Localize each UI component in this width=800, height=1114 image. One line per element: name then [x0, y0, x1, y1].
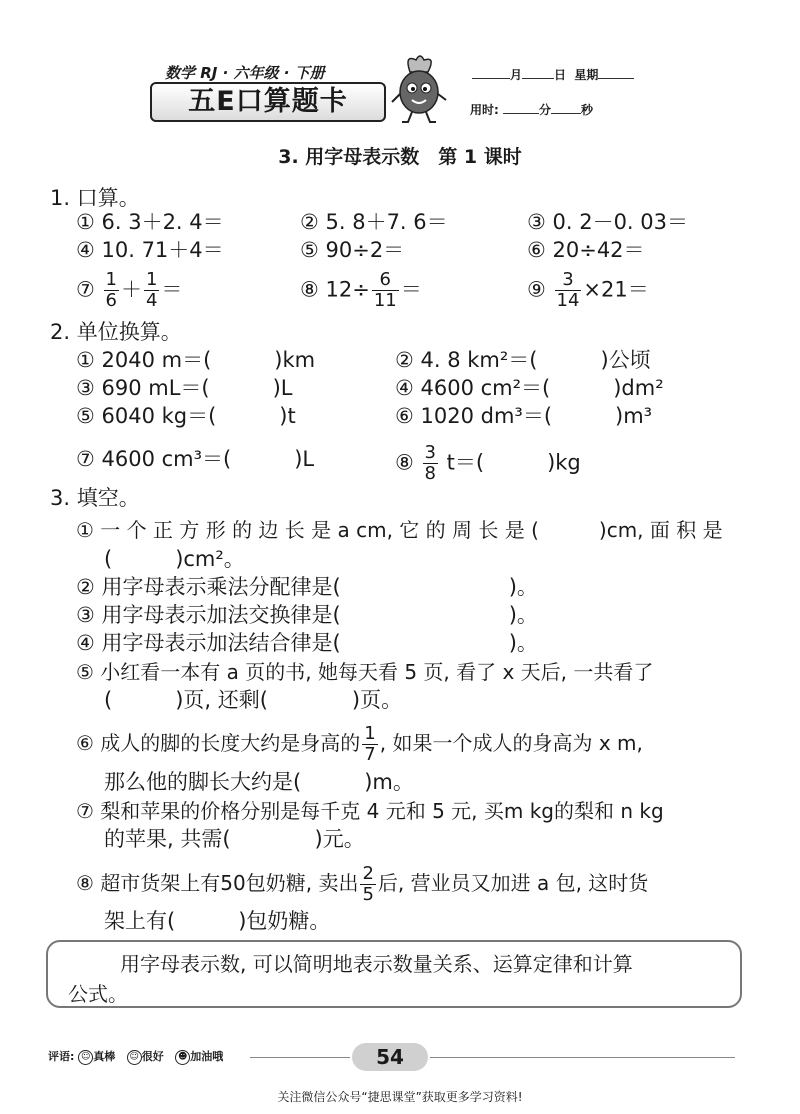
rating-great[interactable]: 真棒	[93, 1050, 116, 1063]
fill-item-6: ⑥ 成人的脚的长度大约是身高的 $\frac{1}{7}$ , 如果一个成人的身高为 x m,	[76, 723, 643, 765]
conversion-item: ⑦ 4600 cm³＝( )L	[76, 447, 315, 471]
calc-item: ⑥ 20÷42＝	[527, 238, 645, 262]
fill-item: 架上有( )包奶糖。	[104, 909, 331, 933]
conversion-item: ⑥ 1020 dm³＝( )m³	[395, 404, 653, 428]
calc-item-7: ⑦ $\frac{1}{6}$ ＋ $\frac{1}{4}$ ＝	[76, 269, 183, 311]
conversion-item: ② 4. 8 km²＝( )公顷	[395, 348, 651, 372]
conversion-item-8: ⑧ $\frac{3}{8}$ t＝( )kg	[395, 442, 581, 484]
good-icon[interactable]: ☺	[127, 1050, 142, 1065]
cheer-icon[interactable]: ☻	[175, 1050, 190, 1065]
time-label: 用时:	[470, 103, 499, 117]
fill-item: 的苹果, 共需( )元。	[104, 827, 365, 851]
series-title-box	[150, 82, 386, 122]
lesson-title: 3. 用字母表示数 第 1 课时	[278, 146, 522, 168]
fill-item: ① 一 个 正 方 形 的 边 长 是 a cm, 它 的 周 长 是 ( )cm, 面 积 是	[76, 518, 723, 542]
series-title: 五E口算题卡	[188, 86, 348, 117]
section1-heading: 1. 口算。	[50, 186, 140, 210]
calc-item: ⑤ 90÷2＝	[300, 238, 405, 262]
calc-item: ③ 0. 2－0. 03＝	[527, 210, 689, 234]
evaluation-bar	[48, 1048, 223, 1065]
calc-item: ④ 10. 71＋4＝	[76, 238, 224, 262]
fill-item: ④ 用字母表示加法结合律是( )。	[76, 631, 538, 655]
weekday-label: 星期	[574, 68, 599, 82]
fill-item: ⑦ 梨和苹果的价格分别是每千克 4 元和 5 元, 买m kg的梨和 n kg	[76, 799, 664, 823]
tip-line-1: 用字母表示数, 可以简明地表示数量关系、运算定律和计算	[120, 952, 633, 976]
rating-good[interactable]: 很好	[141, 1050, 164, 1063]
calc-item: ② 5. 8＋7. 6＝	[300, 210, 448, 234]
fill-item: ( )cm²。	[104, 547, 245, 571]
page-number: 54	[376, 1045, 404, 1069]
conversion-item: ⑤ 6040 kg＝( )t	[76, 404, 296, 428]
page-number-badge	[352, 1043, 428, 1071]
second-label: 秒	[581, 103, 594, 117]
calc-item-8: ⑧ 12÷ $\frac{6}{11}$ ＝	[300, 269, 422, 311]
fill-item: ( )页, 还剩( )页。	[104, 688, 403, 712]
footer-divider	[250, 1057, 350, 1058]
conversion-item: ③ 690 mL＝( )L	[76, 376, 293, 400]
tip-box	[46, 940, 742, 1008]
calc-item: ① 6. 3＋2. 4＝	[76, 210, 224, 234]
tip-line-2: 公式。	[68, 982, 128, 1006]
fill-item-8: ⑧ 超市货架上有50包奶糖, 卖出 $\frac{2}{5}$ 后, 营业员又加进 a 包, 这时货	[76, 863, 649, 905]
book-subject: 数学 RJ · 六年级 · 下册	[165, 64, 325, 82]
date-field[interactable]	[472, 64, 634, 83]
conversion-item: ④ 4600 cm²＝( )dm²	[395, 376, 664, 400]
month-label: 月	[510, 68, 523, 82]
fill-item: ③ 用字母表示加法交换律是( )。	[76, 603, 538, 627]
fill-item: ⑤ 小红看一本有 a 页的书, 她每天看 5 页, 看了 x 天后, 一共看了	[76, 660, 654, 684]
mascot-icon	[388, 50, 450, 126]
time-field[interactable]	[470, 99, 593, 118]
section3-heading: 3. 填空。	[50, 486, 140, 510]
day-label: 日	[554, 68, 567, 82]
great-icon[interactable]: ☺	[78, 1050, 93, 1065]
footer-notice: 关注微信公众号“捷思课堂”获取更多学习资料!	[277, 1090, 523, 1104]
footer-divider	[430, 1057, 735, 1058]
eval-label: 评语:	[48, 1050, 75, 1063]
section2-heading: 2. 单位换算。	[50, 320, 182, 344]
rating-cheer[interactable]: 加油哦	[190, 1050, 224, 1063]
fill-item: 那么他的脚长大约是( )m。	[104, 770, 414, 794]
conversion-item: ① 2040 m＝( )km	[76, 348, 316, 372]
minute-label: 分	[539, 103, 552, 117]
calc-item-9: ⑨ $\frac{3}{14}$ ×21＝	[527, 269, 649, 311]
fill-item: ② 用字母表示乘法分配律是( )。	[76, 575, 538, 599]
